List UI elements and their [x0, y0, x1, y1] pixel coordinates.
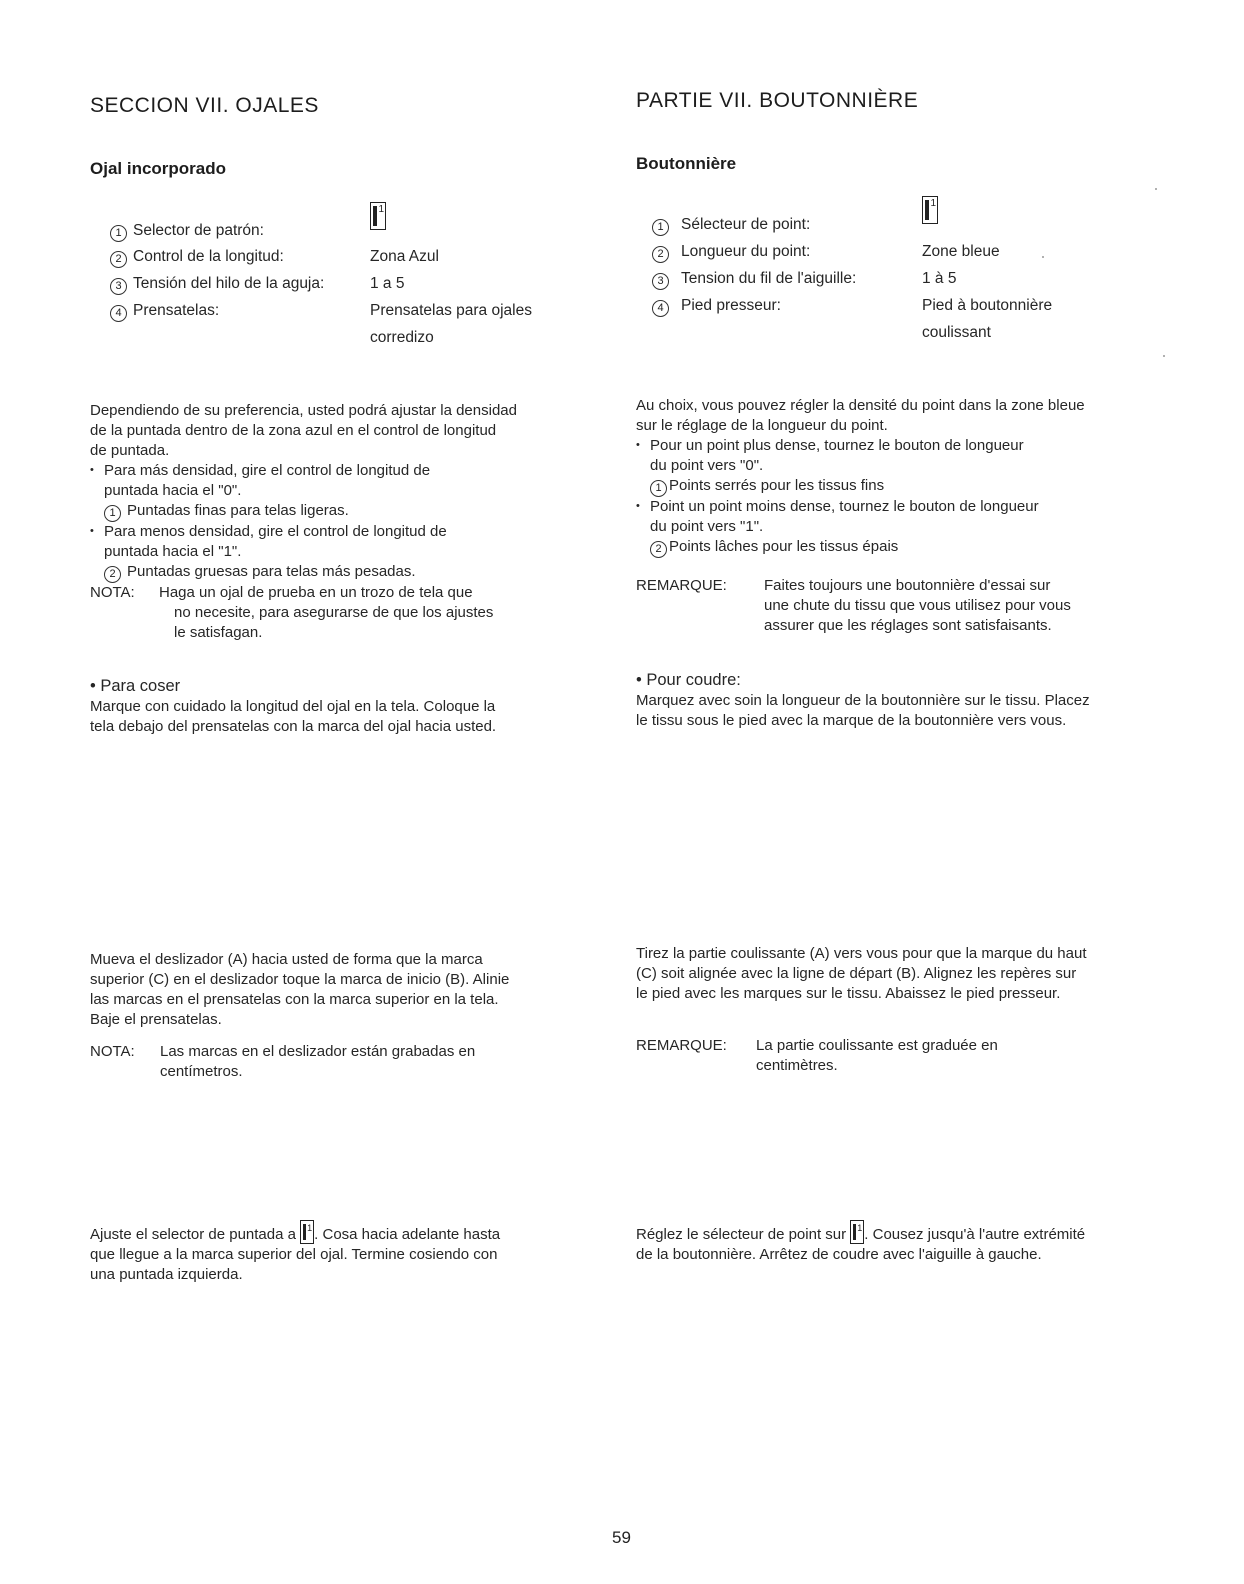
fr-item-thick — [636, 537, 1166, 558]
es-note2-label: NOTA: — [90, 1043, 135, 1060]
es-sewing-line: Marque con cuidado la longitud del ojal en la tela. Coloque la — [90, 698, 496, 715]
fr-sewing-block — [636, 670, 1176, 731]
es-final-block — [90, 1220, 590, 1285]
fr-final-line — [636, 1220, 1176, 1245]
scan-speck — [1163, 355, 1165, 357]
es-item-thick — [90, 562, 590, 583]
fr-bullet-cont: du point vers "0". — [650, 457, 764, 474]
fr-slider-line: Tirez la partie coulissante (A) vers vous pour que la marque du haut — [636, 945, 1087, 962]
es-item-text: Puntadas gruesas para telas más pesadas. — [127, 563, 416, 580]
es-spec-label: Selector de patrón: — [133, 222, 264, 239]
fr-final-line: de la boutonnière. Arrêtez de coudre avec l'aiguille à gauche. — [636, 1246, 1042, 1263]
es-note-label: NOTA: — [90, 584, 135, 601]
es-section-title: SECCION VII. OJALES — [90, 94, 319, 117]
fr-spec-num: 4 — [652, 300, 669, 317]
es-slider-line: las marcas en el prensatelas con la marca superior en la tela. — [90, 991, 499, 1008]
fr-density-block — [636, 396, 1166, 636]
es-bullet-cont: puntada hacia el "1". — [104, 543, 242, 560]
es-spec-value: 1 a 5 — [370, 275, 405, 292]
stitch-pattern-icon: 1 — [300, 1220, 314, 1244]
es-spec-value: Prensatelas para ojales — [370, 302, 532, 319]
es-density-block — [90, 401, 590, 643]
fr-subtitle: Boutonnière — [636, 154, 737, 173]
fr-spec-row — [652, 215, 810, 236]
es-note-line: Haga un ojal de prueba en un trozo de tela que — [159, 584, 473, 601]
page-number: 59 — [612, 1528, 631, 1547]
stitch-pattern-icon: 1 — [850, 1220, 864, 1244]
fr-final-block — [636, 1220, 1176, 1265]
fr-density-intro-line: Au choix, vous pouvez régler la densité du point dans la zone bleue — [636, 397, 1085, 414]
fr-spec-value: Zone bleue — [922, 243, 1000, 260]
es-spec-value: Zona Azul — [370, 248, 439, 265]
es-note — [90, 583, 590, 643]
fr-item-num: 1 — [650, 480, 667, 497]
es-spec-num: 4 — [110, 305, 127, 322]
es-subtitle: Ojal incorporado — [90, 159, 227, 178]
es-note2-line: Las marcas en el deslizador están grabadas en — [160, 1043, 476, 1060]
fr-item-num: 2 — [650, 541, 667, 558]
es-spec-num: 3 — [110, 278, 127, 295]
fr-spec-num: 3 — [652, 273, 669, 290]
scan-speck — [1155, 188, 1157, 190]
fr-final-pre: Réglez le sélecteur de point sur — [636, 1226, 847, 1243]
es-bullet-cont: puntada hacia el "0". — [104, 482, 242, 499]
es-density-intro-line: de la puntada dentro de la zona azul en el control de longitud — [90, 422, 497, 439]
es-sewing-line: tela debajo del prensatelas con la marca del ojal hacia usted. — [90, 718, 497, 735]
es-final-post: . Cosa hacia adelante hasta — [314, 1226, 501, 1243]
scan-speck — [1042, 256, 1044, 258]
fr-spec-num: 2 — [652, 246, 669, 263]
es-bullet-less-density: • Para menos densidad, gire el control de longitud de — [90, 522, 590, 542]
es-slider-line: Baje el prensatelas. — [90, 1011, 222, 1028]
fr-spec-value-cont: coulissant — [922, 324, 991, 341]
es-slider-block — [90, 950, 590, 1082]
es-item-num: 2 — [104, 566, 121, 583]
fr-note-label: REMARQUE: — [636, 577, 727, 594]
es-item-num: 1 — [104, 505, 121, 522]
fr-spec-num: 1 — [652, 219, 669, 236]
fr-bullet-cont: du point vers "1". — [650, 518, 764, 535]
fr-sewing-heading: • Pour coudre: — [636, 671, 741, 689]
fr-note-line: assurer que les réglages sont satisfaisants. — [764, 617, 1052, 634]
fr-note-line: une chute du tissu que vous utilisez pour vous — [764, 597, 1071, 614]
fr-spec-row — [652, 269, 856, 290]
fr-note2-label: REMARQUE: — [636, 1037, 727, 1054]
es-sewing-block — [90, 676, 590, 737]
es-slider-line: Mueva el deslizador (A) hacia usted de forma que la marca — [90, 951, 483, 968]
fr-final-post: . Cousez jusqu'à l'autre extrémité — [864, 1226, 1086, 1243]
fr-spec-row — [652, 242, 810, 263]
fr-slider-line: le pied avec les marques sur le tissu. Abaissez le pied presseur. — [636, 985, 1061, 1002]
fr-item-fine — [636, 476, 1166, 497]
es-final-line — [90, 1220, 590, 1245]
fr-sewing-line: le tissu sous le pied avec la marque de la boutonnière vers vous. — [636, 712, 1067, 729]
fr-item-text: Points serrés pour les tissus fins — [669, 477, 885, 494]
es-note-line: no necesite, para asegurarse de que los ajustes — [174, 604, 494, 621]
fr-section-title: PARTIE VII. BOUTONNIÈRE — [636, 89, 919, 112]
fr-spec-label: Pied presseur: — [681, 297, 781, 314]
es-spec-row — [110, 221, 264, 242]
es-density-intro-line: Dependiendo de su preferencia, usted podrá ajustar la densidad — [90, 402, 517, 419]
fr-note-line: Faites toujours une boutonnière d'essai sur — [764, 577, 1051, 594]
fr-spec-label: Sélecteur de point: — [681, 216, 811, 233]
es-note2-line: centímetros. — [160, 1063, 243, 1080]
es-spec-row — [110, 301, 219, 322]
es-final-pre: Ajuste el selector de puntada a — [90, 1226, 296, 1243]
es-sewing-heading: • Para coser — [90, 677, 181, 695]
fr-spec-value: Pied à boutonnière — [922, 297, 1053, 314]
es-spec-row — [110, 247, 284, 268]
es-bullet-more-density: • Para más densidad, gire el control de longitud de — [90, 461, 590, 481]
es-spec-num: 2 — [110, 251, 127, 268]
es-note-line: le satisfagan. — [174, 624, 263, 641]
fr-sewing-line: Marquez avec soin la longueur de la boutonnière sur le tissu. Placez — [636, 692, 1090, 709]
es-final-line: que llegue a la marca superior del ojal. Termine cosiendo con — [90, 1246, 498, 1263]
es-spec-value-cont: corredizo — [370, 329, 434, 346]
es-spec-label: Prensatelas: — [133, 302, 220, 319]
fr-density-intro-line: sur le réglage de la longueur du point. — [636, 417, 888, 434]
fr-note-2 — [636, 1036, 1176, 1076]
es-spec-label: Control de la longitud: — [133, 248, 284, 265]
fr-note — [636, 576, 1166, 636]
es-spec-row — [110, 274, 324, 295]
stitch-pattern-icon: 1 — [370, 202, 386, 230]
fr-bullet-less-density: • Point un point moins dense, tournez le bouton de longueur — [636, 497, 1166, 517]
fr-slider-block — [636, 944, 1176, 1076]
es-density-intro-line: de puntada. — [90, 442, 170, 459]
fr-item-text: Points lâches pour les tissus épais — [669, 538, 899, 555]
es-slider-line: superior (C) en el deslizador toque la marca de inicio (B). Alinie — [90, 971, 510, 988]
fr-spec-label: Tension du fil de l'aiguille: — [681, 270, 857, 287]
stitch-pattern-icon: 1 — [922, 196, 938, 224]
fr-note2-line: La partie coulissante est graduée en — [756, 1037, 998, 1054]
fr-bullet-more-density: • Pour un point plus dense, tournez le bouton de longueur — [636, 436, 1166, 456]
fr-spec-label: Longueur du point: — [681, 243, 811, 260]
es-item-text: Puntadas finas para telas ligeras. — [127, 502, 349, 519]
fr-note2-line: centimètres. — [756, 1057, 838, 1074]
es-spec-num: 1 — [110, 225, 127, 242]
fr-spec-row — [652, 296, 781, 317]
es-final-line: una puntada izquierda. — [90, 1266, 243, 1283]
es-item-fine — [90, 501, 590, 522]
es-note-2 — [90, 1042, 590, 1082]
fr-spec-value: 1 à 5 — [922, 270, 957, 287]
fr-slider-line: (C) soit alignée avec la ligne de départ (B). Alignez les repères sur — [636, 965, 1077, 982]
es-spec-label: Tensión del hilo de la aguja: — [133, 275, 325, 292]
